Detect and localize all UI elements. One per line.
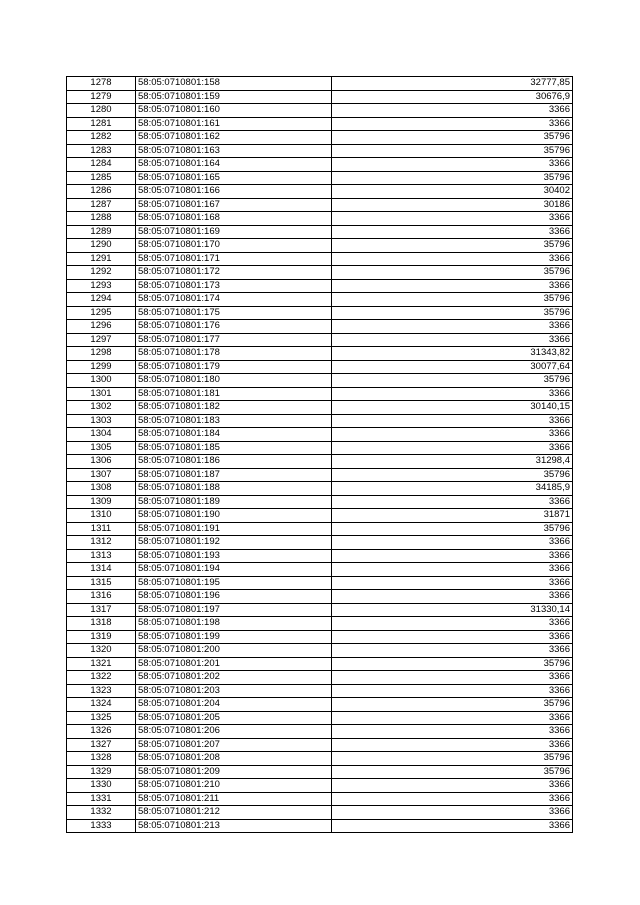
table-row xyxy=(67,698,573,712)
cadastral-number-cell: 58:05:0710801:211 xyxy=(136,792,332,806)
value-cell: 3366 xyxy=(332,117,573,131)
cadastral-number-cell: 58:05:0710801:194 xyxy=(136,563,332,577)
table-row xyxy=(67,306,573,320)
row-number-cell: 1305 xyxy=(67,441,136,455)
table-row xyxy=(67,509,573,523)
value-cell: 30140,15 xyxy=(332,401,573,415)
row-number-cell: 1321 xyxy=(67,657,136,671)
value-cell: 32777,85 xyxy=(332,77,573,91)
cadastral-number-cell: 58:05:0710801:180 xyxy=(136,374,332,388)
cadastral-number-cell: 58:05:0710801:172 xyxy=(136,266,332,280)
table-row xyxy=(67,428,573,442)
value-cell: 3366 xyxy=(332,549,573,563)
row-number-cell: 1279 xyxy=(67,90,136,104)
cadastral-number-cell: 58:05:0710801:173 xyxy=(136,279,332,293)
row-number-cell: 1282 xyxy=(67,131,136,145)
table-row xyxy=(67,455,573,469)
value-cell: 3366 xyxy=(332,590,573,604)
cadastral-number-cell: 58:05:0710801:176 xyxy=(136,320,332,334)
row-number-cell: 1312 xyxy=(67,536,136,550)
table-row xyxy=(67,752,573,766)
cadastral-number-cell: 58:05:0710801:188 xyxy=(136,482,332,496)
table-row xyxy=(67,482,573,496)
table-row xyxy=(67,198,573,212)
cadastral-number-cell: 58:05:0710801:181 xyxy=(136,387,332,401)
value-cell: 35796 xyxy=(332,522,573,536)
table-row xyxy=(67,266,573,280)
cadastral-number-cell: 58:05:0710801:209 xyxy=(136,765,332,779)
cadastral-number-cell: 58:05:0710801:175 xyxy=(136,306,332,320)
value-cell: 30077,64 xyxy=(332,360,573,374)
table-row xyxy=(67,549,573,563)
row-number-cell: 1326 xyxy=(67,725,136,739)
row-number-cell: 1302 xyxy=(67,401,136,415)
row-number-cell: 1314 xyxy=(67,563,136,577)
row-number-cell: 1310 xyxy=(67,509,136,523)
row-number-cell: 1289 xyxy=(67,225,136,239)
row-number-cell: 1311 xyxy=(67,522,136,536)
value-cell: 3366 xyxy=(332,252,573,266)
table-row xyxy=(67,536,573,550)
table-row xyxy=(67,468,573,482)
value-cell: 3366 xyxy=(332,225,573,239)
row-number-cell: 1318 xyxy=(67,617,136,631)
value-cell: 3366 xyxy=(332,819,573,833)
table-row xyxy=(67,171,573,185)
row-number-cell: 1322 xyxy=(67,671,136,685)
table-row xyxy=(67,117,573,131)
cadastral-number-cell: 58:05:0710801:206 xyxy=(136,725,332,739)
cadastral-number-cell: 58:05:0710801:183 xyxy=(136,414,332,428)
row-number-cell: 1330 xyxy=(67,779,136,793)
row-number-cell: 1327 xyxy=(67,738,136,752)
row-number-cell: 1324 xyxy=(67,698,136,712)
table-row xyxy=(67,644,573,658)
table-body xyxy=(67,77,573,833)
table-row xyxy=(67,792,573,806)
row-number-cell: 1295 xyxy=(67,306,136,320)
value-cell: 3366 xyxy=(332,414,573,428)
row-number-cell: 1298 xyxy=(67,347,136,361)
row-number-cell: 1286 xyxy=(67,185,136,199)
table-row xyxy=(67,671,573,685)
value-cell: 3366 xyxy=(332,779,573,793)
value-cell: 3366 xyxy=(332,279,573,293)
value-cell: 35796 xyxy=(332,752,573,766)
value-cell: 3366 xyxy=(332,333,573,347)
row-number-cell: 1278 xyxy=(67,77,136,91)
cadastral-number-cell: 58:05:0710801:186 xyxy=(136,455,332,469)
cadastral-number-cell: 58:05:0710801:160 xyxy=(136,104,332,118)
value-cell: 30676,9 xyxy=(332,90,573,104)
value-cell: 35796 xyxy=(332,765,573,779)
cadastral-number-cell: 58:05:0710801:168 xyxy=(136,212,332,226)
value-cell: 3366 xyxy=(332,563,573,577)
value-cell: 3366 xyxy=(332,711,573,725)
table-row xyxy=(67,657,573,671)
cadastral-number-cell: 58:05:0710801:197 xyxy=(136,603,332,617)
cadastral-number-cell: 58:05:0710801:203 xyxy=(136,684,332,698)
table-row xyxy=(67,725,573,739)
table-row xyxy=(67,765,573,779)
table-row xyxy=(67,576,573,590)
row-number-cell: 1300 xyxy=(67,374,136,388)
cadastral-number-cell: 58:05:0710801:191 xyxy=(136,522,332,536)
table-row xyxy=(67,819,573,833)
table-row xyxy=(67,387,573,401)
cadastral-number-cell: 58:05:0710801:177 xyxy=(136,333,332,347)
cadastral-number-cell: 58:05:0710801:200 xyxy=(136,644,332,658)
row-number-cell: 1297 xyxy=(67,333,136,347)
value-cell: 3366 xyxy=(332,671,573,685)
value-cell: 35796 xyxy=(332,468,573,482)
value-cell: 35796 xyxy=(332,306,573,320)
cadastral-number-cell: 58:05:0710801:161 xyxy=(136,117,332,131)
row-number-cell: 1303 xyxy=(67,414,136,428)
table-row xyxy=(67,333,573,347)
table-row xyxy=(67,603,573,617)
row-number-cell: 1291 xyxy=(67,252,136,266)
cadastral-number-cell: 58:05:0710801:167 xyxy=(136,198,332,212)
table-row xyxy=(67,239,573,253)
cadastral-number-cell: 58:05:0710801:179 xyxy=(136,360,332,374)
cadastral-number-cell: 58:05:0710801:208 xyxy=(136,752,332,766)
row-number-cell: 1323 xyxy=(67,684,136,698)
cadastral-number-cell: 58:05:0710801:192 xyxy=(136,536,332,550)
value-cell: 3366 xyxy=(332,104,573,118)
cadastral-number-cell: 58:05:0710801:189 xyxy=(136,495,332,509)
table-row xyxy=(67,158,573,172)
row-number-cell: 1333 xyxy=(67,819,136,833)
value-cell: 3366 xyxy=(332,684,573,698)
cadastral-number-cell: 58:05:0710801:170 xyxy=(136,239,332,253)
value-cell: 3366 xyxy=(332,158,573,172)
cadastral-number-cell: 58:05:0710801:182 xyxy=(136,401,332,415)
table-row xyxy=(67,495,573,509)
row-number-cell: 1304 xyxy=(67,428,136,442)
value-cell: 30402 xyxy=(332,185,573,199)
cadastral-number-cell: 58:05:0710801:164 xyxy=(136,158,332,172)
value-cell: 3366 xyxy=(332,536,573,550)
cadastral-number-cell: 58:05:0710801:198 xyxy=(136,617,332,631)
table-row xyxy=(67,806,573,820)
value-cell: 35796 xyxy=(332,374,573,388)
value-cell: 30186 xyxy=(332,198,573,212)
value-cell: 3366 xyxy=(332,617,573,631)
row-number-cell: 1332 xyxy=(67,806,136,820)
cadastral-value-table xyxy=(66,76,573,833)
row-number-cell: 1306 xyxy=(67,455,136,469)
row-number-cell: 1317 xyxy=(67,603,136,617)
row-number-cell: 1316 xyxy=(67,590,136,604)
value-cell: 31298,4 xyxy=(332,455,573,469)
value-cell: 3366 xyxy=(332,212,573,226)
value-cell: 35796 xyxy=(332,131,573,145)
value-cell: 35796 xyxy=(332,657,573,671)
cadastral-number-cell: 58:05:0710801:195 xyxy=(136,576,332,590)
table-row xyxy=(67,590,573,604)
table-row xyxy=(67,522,573,536)
value-cell: 35796 xyxy=(332,239,573,253)
row-number-cell: 1308 xyxy=(67,482,136,496)
table-row xyxy=(67,320,573,334)
row-number-cell: 1292 xyxy=(67,266,136,280)
value-cell: 3366 xyxy=(332,725,573,739)
cadastral-number-cell: 58:05:0710801:171 xyxy=(136,252,332,266)
table-row xyxy=(67,617,573,631)
value-cell: 31343,82 xyxy=(332,347,573,361)
cadastral-number-cell: 58:05:0710801:213 xyxy=(136,819,332,833)
table-row xyxy=(67,279,573,293)
cadastral-number-cell: 58:05:0710801:199 xyxy=(136,630,332,644)
table-row xyxy=(67,293,573,307)
value-cell: 35796 xyxy=(332,144,573,158)
cadastral-number-cell: 58:05:0710801:201 xyxy=(136,657,332,671)
value-cell: 35796 xyxy=(332,266,573,280)
value-cell: 34185,9 xyxy=(332,482,573,496)
cadastral-number-cell: 58:05:0710801:185 xyxy=(136,441,332,455)
cadastral-number-cell: 58:05:0710801:205 xyxy=(136,711,332,725)
value-cell: 3366 xyxy=(332,806,573,820)
value-cell: 3366 xyxy=(332,644,573,658)
table-row xyxy=(67,401,573,415)
cadastral-number-cell: 58:05:0710801:210 xyxy=(136,779,332,793)
row-number-cell: 1325 xyxy=(67,711,136,725)
value-cell: 31330,14 xyxy=(332,603,573,617)
cadastral-number-cell: 58:05:0710801:169 xyxy=(136,225,332,239)
value-cell: 3366 xyxy=(332,576,573,590)
value-cell: 3366 xyxy=(332,428,573,442)
table-row xyxy=(67,711,573,725)
row-number-cell: 1301 xyxy=(67,387,136,401)
table-row xyxy=(67,185,573,199)
row-number-cell: 1285 xyxy=(67,171,136,185)
cadastral-number-cell: 58:05:0710801:207 xyxy=(136,738,332,752)
cadastral-number-cell: 58:05:0710801:187 xyxy=(136,468,332,482)
row-number-cell: 1281 xyxy=(67,117,136,131)
table-row xyxy=(67,347,573,361)
cadastral-number-cell: 58:05:0710801:174 xyxy=(136,293,332,307)
table-row xyxy=(67,738,573,752)
row-number-cell: 1299 xyxy=(67,360,136,374)
value-cell: 3366 xyxy=(332,738,573,752)
table-row xyxy=(67,630,573,644)
cadastral-number-cell: 58:05:0710801:196 xyxy=(136,590,332,604)
value-cell: 31871 xyxy=(332,509,573,523)
table-row xyxy=(67,414,573,428)
value-cell: 35796 xyxy=(332,698,573,712)
cadastral-number-cell: 58:05:0710801:193 xyxy=(136,549,332,563)
cadastral-number-cell: 58:05:0710801:158 xyxy=(136,77,332,91)
row-number-cell: 1287 xyxy=(67,198,136,212)
cadastral-number-cell: 58:05:0710801:159 xyxy=(136,90,332,104)
row-number-cell: 1307 xyxy=(67,468,136,482)
cadastral-number-cell: 58:05:0710801:204 xyxy=(136,698,332,712)
table-row xyxy=(67,441,573,455)
cadastral-number-cell: 58:05:0710801:190 xyxy=(136,509,332,523)
row-number-cell: 1283 xyxy=(67,144,136,158)
table-row xyxy=(67,131,573,145)
table-row xyxy=(67,360,573,374)
value-cell: 3366 xyxy=(332,320,573,334)
row-number-cell: 1315 xyxy=(67,576,136,590)
row-number-cell: 1313 xyxy=(67,549,136,563)
value-cell: 3366 xyxy=(332,441,573,455)
row-number-cell: 1309 xyxy=(67,495,136,509)
row-number-cell: 1331 xyxy=(67,792,136,806)
cadastral-number-cell: 58:05:0710801:163 xyxy=(136,144,332,158)
table-row xyxy=(67,90,573,104)
table-row xyxy=(67,77,573,91)
row-number-cell: 1280 xyxy=(67,104,136,118)
value-cell: 3366 xyxy=(332,495,573,509)
table-row xyxy=(67,779,573,793)
value-cell: 3366 xyxy=(332,630,573,644)
table-row xyxy=(67,225,573,239)
cadastral-number-cell: 58:05:0710801:202 xyxy=(136,671,332,685)
value-cell: 35796 xyxy=(332,171,573,185)
cadastral-number-cell: 58:05:0710801:212 xyxy=(136,806,332,820)
value-cell: 35796 xyxy=(332,293,573,307)
cadastral-number-cell: 58:05:0710801:162 xyxy=(136,131,332,145)
table-row xyxy=(67,212,573,226)
table-row xyxy=(67,684,573,698)
row-number-cell: 1288 xyxy=(67,212,136,226)
row-number-cell: 1329 xyxy=(67,765,136,779)
row-number-cell: 1296 xyxy=(67,320,136,334)
row-number-cell: 1320 xyxy=(67,644,136,658)
value-cell: 3366 xyxy=(332,792,573,806)
table-row xyxy=(67,563,573,577)
table-row xyxy=(67,252,573,266)
row-number-cell: 1290 xyxy=(67,239,136,253)
row-number-cell: 1319 xyxy=(67,630,136,644)
cadastral-number-cell: 58:05:0710801:178 xyxy=(136,347,332,361)
row-number-cell: 1293 xyxy=(67,279,136,293)
table-row xyxy=(67,374,573,388)
row-number-cell: 1294 xyxy=(67,293,136,307)
table-row xyxy=(67,104,573,118)
row-number-cell: 1328 xyxy=(67,752,136,766)
cadastral-number-cell: 58:05:0710801:166 xyxy=(136,185,332,199)
row-number-cell: 1284 xyxy=(67,158,136,172)
value-cell: 3366 xyxy=(332,387,573,401)
cadastral-number-cell: 58:05:0710801:165 xyxy=(136,171,332,185)
cadastral-number-cell: 58:05:0710801:184 xyxy=(136,428,332,442)
table-row xyxy=(67,144,573,158)
